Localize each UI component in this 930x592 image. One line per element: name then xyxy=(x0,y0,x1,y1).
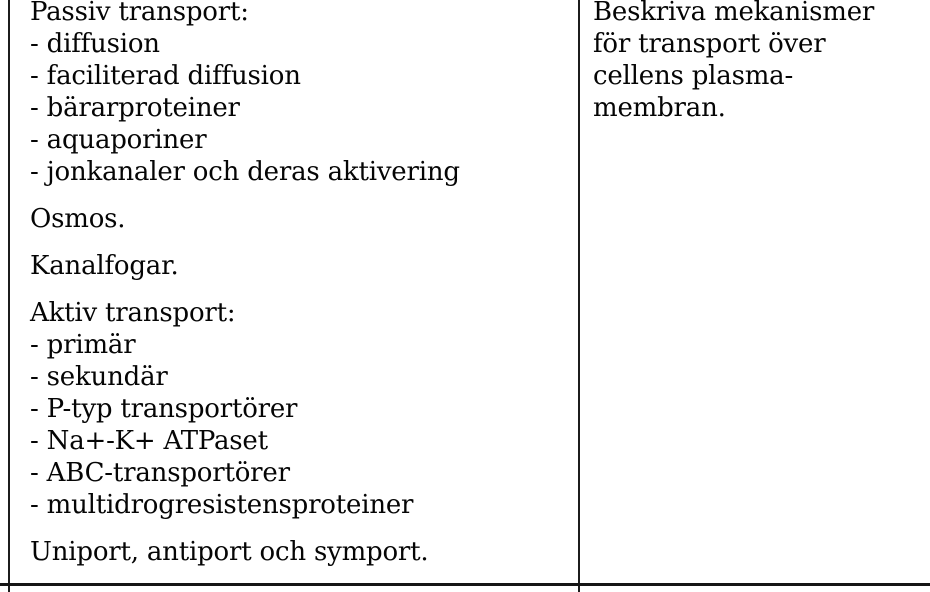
text-line: Kanalfogar. xyxy=(30,251,179,281)
table-bottom-border xyxy=(0,583,930,586)
text-line: för transport över xyxy=(593,29,826,59)
text-line: Osmos. xyxy=(30,204,126,234)
text-line: - bärarproteiner xyxy=(30,93,240,123)
table-column-divider xyxy=(578,0,580,592)
text-block xyxy=(30,536,574,568)
text-line: - sekundär xyxy=(30,362,168,392)
text-block xyxy=(30,203,574,235)
text-line: - Na+-K+ ATPaset xyxy=(30,426,268,456)
table-cell-objective xyxy=(593,0,927,124)
text-block xyxy=(30,250,574,282)
text-line: Uniport, antiport och symport. xyxy=(30,537,429,567)
text-line: membran. xyxy=(593,93,726,123)
text-block xyxy=(30,297,574,521)
text-line: - faciliterad diffusion xyxy=(30,61,301,91)
text-line: Beskriva mekanismer xyxy=(593,0,875,27)
text-line: - diffusion xyxy=(30,29,160,59)
text-line: - ABC-transportörer xyxy=(30,458,290,488)
text-line: Passiv transport: xyxy=(30,0,249,27)
text-block xyxy=(30,0,574,188)
table-cell-topics xyxy=(30,0,574,568)
text-line: - P-typ transportörer xyxy=(30,394,298,424)
text-line: - aquaporiner xyxy=(30,125,207,155)
text-line: cellens plasma- xyxy=(593,61,794,91)
text-line: - jonkanaler och deras aktivering xyxy=(30,157,460,187)
text-line: - multidrogresistensproteiner xyxy=(30,490,414,520)
table-left-border xyxy=(8,0,10,592)
text-line: - primär xyxy=(30,330,136,360)
text-line: Aktiv transport: xyxy=(30,298,236,328)
text-block xyxy=(593,0,927,124)
